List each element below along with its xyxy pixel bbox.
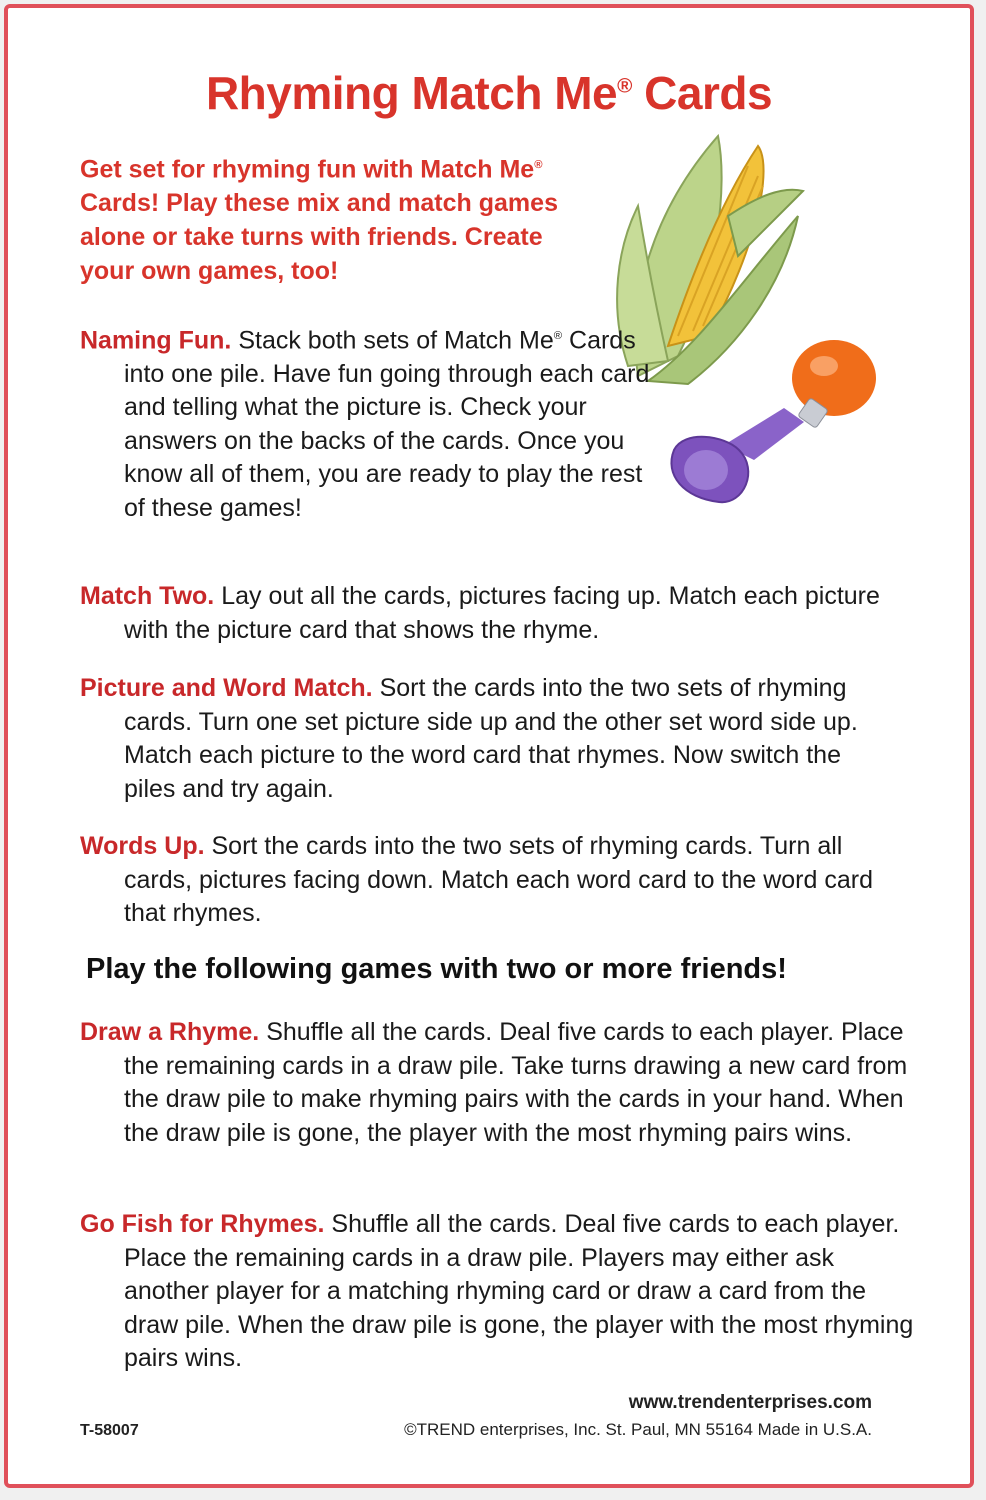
section-heading: Match Two. xyxy=(80,582,215,610)
section-heading: Naming Fun. xyxy=(80,326,232,355)
section-heading: Draw a Rhyme. xyxy=(80,1018,260,1046)
section-heading: Picture and Word Match. xyxy=(80,674,373,702)
words-up-section: Words Up. Sort the cards into the two sets of rhyming cards. Turn all cards, pictures facing down. Match each word card to the word card that rhymes. xyxy=(80,832,873,927)
instruction-card xyxy=(4,4,974,1488)
go-fish-section: Go Fish for Rhymes. Shuffle all the cards. Deal five cards to each player. Place the remaining cards in a draw pile. Players may either ask another player for a matching rhyming card or draw a card from the draw pile. When the draw pile is gone, the player with the most rhyming pairs wins. xyxy=(80,1210,914,1372)
section-heading: Go Fish for Rhymes. xyxy=(80,1210,325,1238)
website-link[interactable]: www.trendenterprises.com xyxy=(628,1392,872,1413)
match-two-section: Match Two. Lay out all the cards, pictures facing up. Match each picture with the picture card that shows the rhyme. xyxy=(80,582,880,644)
picture-word-match-section: Picture and Word Match. Sort the cards into the two sets of rhyming cards. Turn one set picture side up and the other set word side up. Match each picture to the word card that rhymes. Now switch the piles and try again. xyxy=(80,674,858,803)
draw-a-rhyme-section: Draw a Rhyme. Shuffle all the cards. Deal five cards to each player. Place the remaining cards in a draw pile. Take turns drawing a new card from the draw pile to make rhyming pairs with the cards in your hand. When the draw pile is gone, the player with the most rhyming pairs wins. xyxy=(80,1018,908,1147)
copyright: ©TREND enterprises, Inc. St. Paul, MN 55164 Made in U.S.A. xyxy=(404,1420,872,1439)
intro-text: Get set for rhyming fun with Match Me® Cards! Play these mix and match games alone or take turns with friends. Create your own games, too! xyxy=(80,155,558,286)
group-games-subheading: Play the following games with two or more friends! xyxy=(86,953,787,985)
bicycle-horn-icon xyxy=(664,330,894,510)
product-code: T-58007 xyxy=(80,1422,139,1439)
section-heading: Words Up. xyxy=(80,832,205,860)
page-title: Rhyming Match Me® Cards xyxy=(205,67,773,119)
naming-fun-section: Naming Fun. Stack both sets of Match Me® Cards into one pile. Have fun going through each card and telling what the picture is. Check your answers on the backs of the cards. Once you know all of them, you are ready to play the rest of these games! xyxy=(80,326,650,522)
